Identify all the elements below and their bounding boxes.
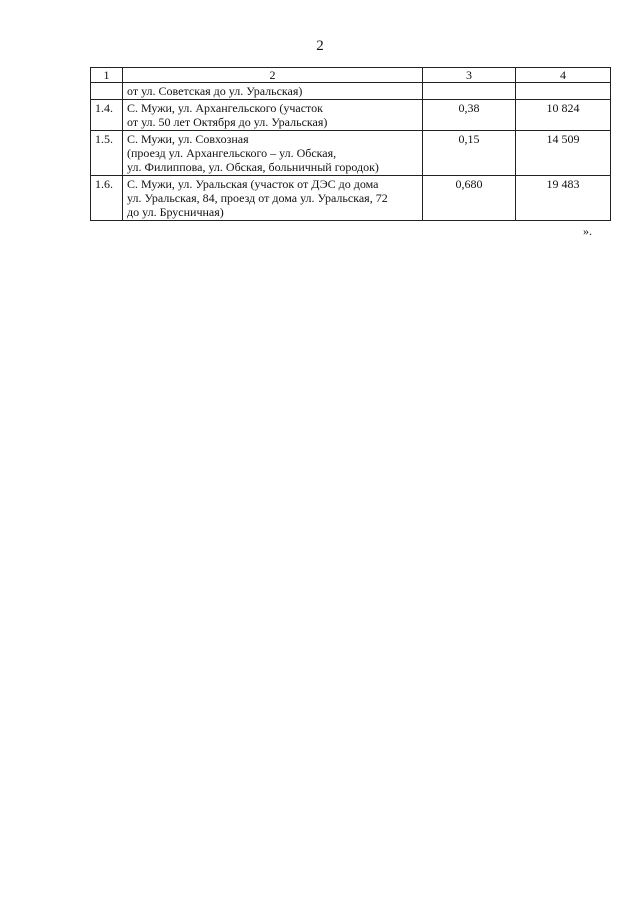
table-row [91,131,611,176]
road-length: 0,38 [423,100,516,131]
table-row [91,100,611,131]
road-value: 14 509 [516,131,611,176]
description-line: С. Мужи, ул. Совхозная [127,132,249,146]
road-value: 10 824 [516,100,611,131]
closing-quote-mark: ». [583,224,592,238]
road-description [123,176,423,221]
table-row [91,83,611,100]
column-header-1: 1 [91,68,123,83]
road-value: 19 483 [516,176,611,221]
description-line: (проезд ул. Архангельского – ул. Обская, [127,146,337,160]
roads-table [90,67,611,221]
description-line: С. Мужи, ул. Архангельского (участок [127,101,323,115]
description-line: ул. Филиппова, ул. Обская, больничный городок) [127,160,379,174]
road-description [123,100,423,131]
column-header-2: 2 [123,68,423,83]
column-header-4: 4 [516,68,611,83]
description-line: до ул. Брусничная) [127,205,224,219]
column-header-3: 3 [423,68,516,83]
table-row [91,176,611,221]
description-line: от ул. Советская до ул. Уральская) [127,84,303,98]
description-line: от ул. 50 лет Октября до ул. Уральская) [127,115,328,129]
road-description [123,83,423,100]
description-line: ул. Уральская, 84, проезд от дома ул. Уральская, 72 [127,191,388,205]
road-length: 0,15 [423,131,516,176]
road-description [123,131,423,176]
road-length: 0,680 [423,176,516,221]
row-number: 1.5. [91,131,123,176]
road-length [423,83,516,100]
road-value [516,83,611,100]
description-line: С. Мужи, ул. Уральская (участок от ДЭС до дома [127,177,379,191]
table-header-row [91,68,611,83]
row-number: 1.4. [91,100,123,131]
row-number [91,83,123,100]
row-number: 1.6. [91,176,123,221]
page-number: 2 [316,38,324,54]
